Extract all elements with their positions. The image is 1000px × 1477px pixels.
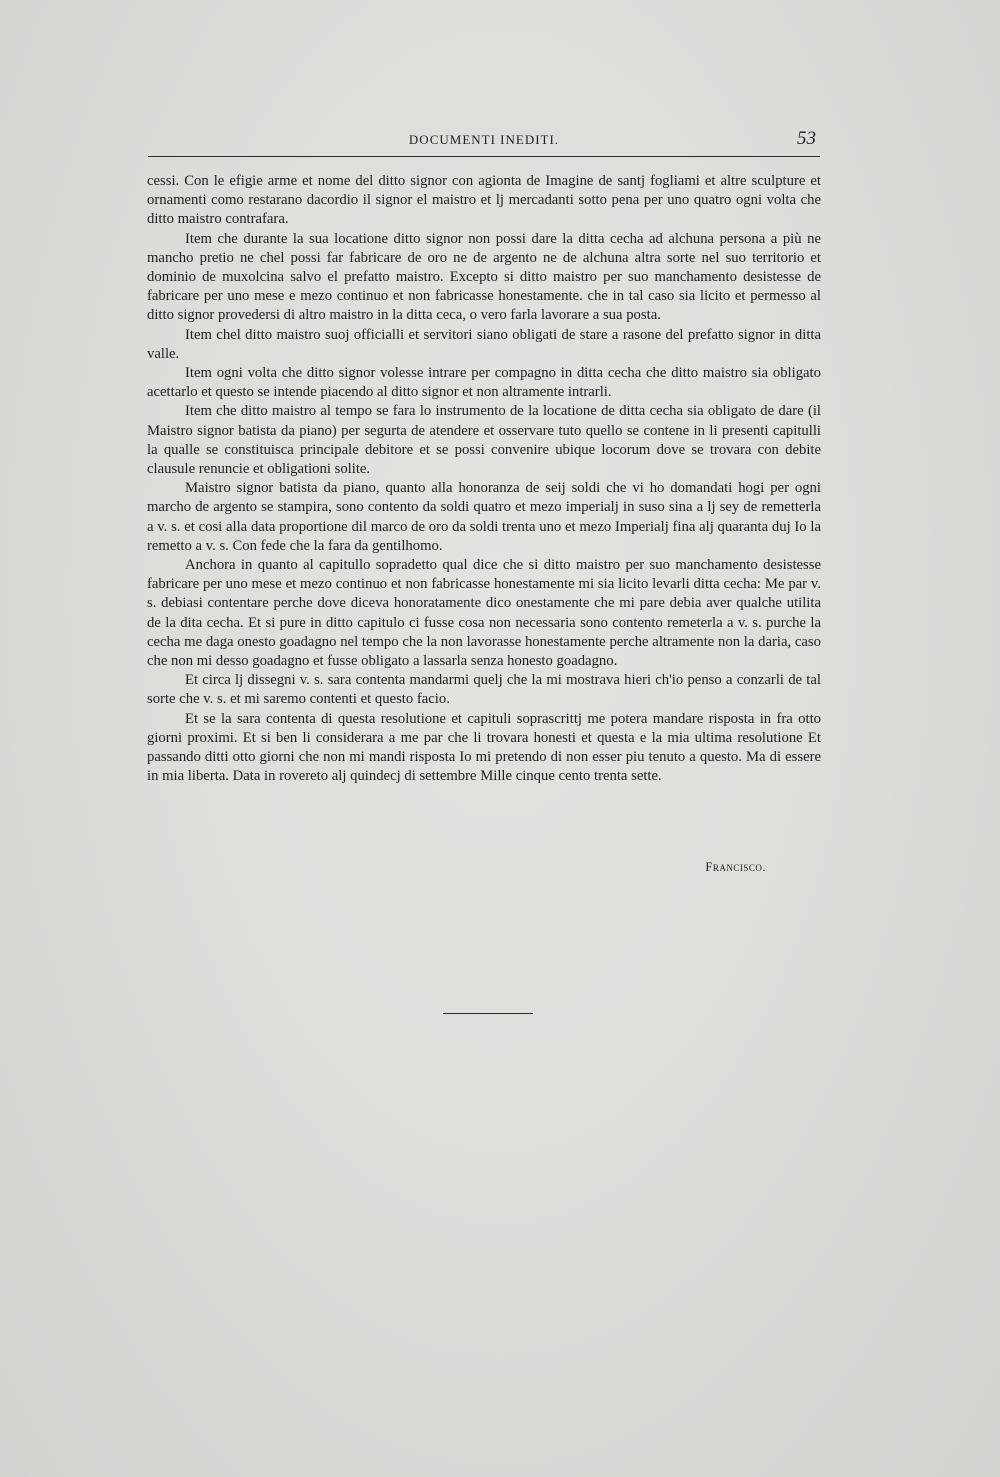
paragraph: Item che durante la sua locatione ditto signor non possi dare la ditta cecha ad alchuna persona a più ne mancho pretio ne chel possi far fabricare de oro ne de argento ne de alchuna altra sorte nel suo territorio et dominio de muxolcina salvo el prefatto maistro. Excepto si ditto maistro per suo manchamento desistesse de fabricare per uno mese e mezo continuo et non fabricasse honestamente. che in tal caso sia licito et permesso al ditto signor provedersi di altro maistro in la ditta ceca, o vero farla lavorare a sua posta.: [147, 230, 821, 324]
body-text: [147, 172, 821, 787]
running-head-title: DOCUMENTI INEDITI.: [408, 132, 560, 147]
paragraph: Anchora in quanto al capitullo sopradetto qual dice che si ditto maistro per suo manchamento desistesse fabricare per uno mese et mezo continuo et non fabricasse honestamente mi sia licito levarli ditta cecha: Me par v. s. debiasi contentare perche dove diceva honoratamente dico onestamente che mi pare debia aver qualche utilita de la dita cecha. Et si pure in ditto capitulo ci fusse cosa non necessaria sono contento remeterla a v. s. purche la cecha me daga onesto goadagno nel tempo che la non lavorasse honestamente perche altramente non la daria, caso che non mi desso goadagno et fusse obligato a lassarla senza honesto goadagno.: [147, 557, 821, 670]
paragraph: Item ogni volta che ditto signor volesse intrare per compagno in ditta cecha che ditto maistro sia obligato acettarlo et questo se intende piacendo al ditto signor et non altramente intrarli.: [147, 365, 821, 401]
running-head: [148, 128, 820, 158]
header-rule: [148, 156, 820, 157]
signature: Francisco.: [705, 860, 766, 874]
paragraph: Item che ditto maistro al tempo se fara lo instrumento de la locatione de ditta cecha sia obligato de dare (il Maistro signor batista da piano) per segurta de atendere et osservare tuto quello se contene in li presenti capitulli la qualle se constituisca principale debitore et se possi convenire ubique locorum dove se trovara con debite clausule renuncie et obligationi solite.: [147, 403, 821, 478]
paragraph: Et se la sara contenta di questa resolutione et capituli soprascrittj me potera mandare risposta in fra otto giorni proximi. Et si ben li considerara a me par che li trovara honesti et questa e la mia ultima resolutione Et passando ditti otto giorni che non mi mandi risposta Io mi pretendo di non esser piu tenuto a questo. Ma di essere in mia liberta. Data in rovereto alj quindecj di settembre Mille cinque cento trenta sette.: [147, 710, 821, 785]
paragraph: Item chel ditto maistro suoj officialli et servitori siano obligati de stare a rasone del prefatto signor in ditta valle.: [147, 326, 821, 362]
end-rule: [443, 1013, 533, 1014]
paragraph: cessi. Con le efigie arme et nome del ditto signor con agionta de Imagine de santj fogliami et altre sculpture et ornamenti como restarano dacordio il signor el maistro et lj mercadanti sotto pena per uno quatro ogni volta che ditto maistro contrafara.: [147, 173, 821, 228]
paragraph: Maistro signor batista da piano, quanto alla honoranza de seij soldi che vi ho domandati hogi per ogni marcho de argento se stampira, sono contento da soldi quatro et mezo imperialj in suso sina a lj sey de remetterla a v. s. et cosi alla data proportione dil marco de oro da soldi trenta uno et mezo Imperialj fina alj quaranta duj Io la remetto a v. s. Con fede che la fara da gentilhomo.: [147, 480, 821, 554]
paragraph: Et circa lj dissegni v. s. sara contenta mandarmi quelj che la mi mostrava hieri ch'io penso a conzarli de tal sorte che v. s. et mi saremo contenti et questo facio.: [147, 672, 821, 708]
page-number: 53: [797, 128, 816, 149]
